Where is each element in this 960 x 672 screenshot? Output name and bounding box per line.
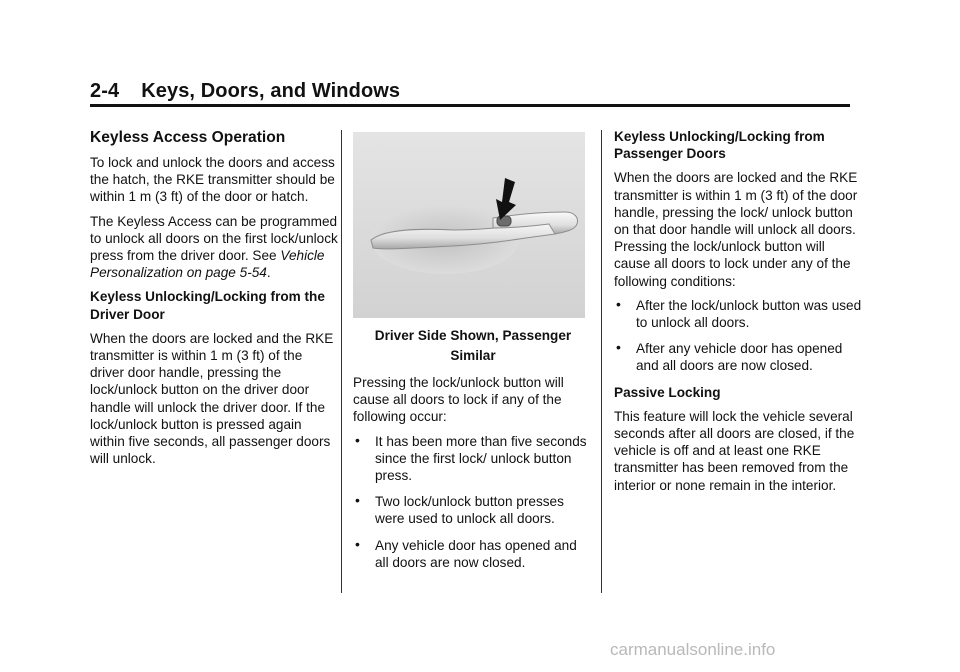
- paragraph-locking: Pressing the lock/unlock button will cause all doors to lock if any of the following occur:: [353, 375, 564, 425]
- bullet-icon: •: [355, 492, 360, 509]
- paragraph-passive-locking: This feature will lock the vehicle several seconds after all doors are closed, if the vehicle is off and at least one RKE transmitter has been removed from the interior or none remain in the interior.: [614, 408, 855, 493]
- section-heading: Keyless Access Operation: [90, 129, 286, 146]
- list-item-text: Any vehicle door has opened and all doors are now closed.: [375, 537, 577, 570]
- paragraph-programming: [90, 213, 340, 282]
- paragraph-end: .: [266, 265, 271, 281]
- section-number: 2-4: [90, 80, 120, 102]
- list-item-text: After the lock/unlock button was used to unlock all doors.: [636, 297, 862, 331]
- figure-caption: Driver Side Shown, Passenger Similar: [374, 328, 572, 363]
- column-divider-2: [601, 130, 602, 593]
- column-1: [90, 128, 340, 474]
- paragraph-intro: To lock and unlock the doors and access the hatch, the RKE transmitter should be within 1 m (3 ft) of the door or hatch.: [90, 155, 335, 205]
- header-rule: [90, 104, 850, 107]
- list-item-text: Two lock/unlock button presses were used to unlock all doors.: [375, 494, 564, 527]
- subheading-passive-locking: Passive Locking: [614, 384, 721, 400]
- paragraph-text: The Keyless Access can be programmed to unlock all doors on the first lock/unlock press from the driver door. See: [90, 213, 338, 264]
- bullet-icon: •: [616, 339, 621, 356]
- bullet-icon: •: [355, 535, 360, 552]
- bullet-icon: •: [355, 431, 360, 448]
- list-item-text: It has been more than five seconds since the first lock/ unlock button press.: [375, 433, 587, 484]
- column-2: [353, 128, 593, 580]
- list-item: [614, 340, 864, 374]
- list-item: [353, 537, 593, 571]
- cross-reference-link[interactable]: Vehicle Personalization on page 5-54: [90, 248, 325, 281]
- column-divider-1: [341, 130, 342, 593]
- subheading-driver-door: Keyless Unlocking/Locking from the Driver Door: [90, 289, 325, 322]
- column-3: [614, 128, 864, 501]
- paragraph-driver-door: When the doors are locked and the RKE transmitter is within 1 m (3 ft) of the driver door handle, pressing the lock/unlock button on the driver door handle will unlock the driver door. If the lock/unlock button is pressed again within five seconds, all passenger doors will unlock.: [90, 330, 334, 467]
- list-item: [353, 433, 593, 485]
- subheading-passenger-doors: Keyless Unlocking/Locking from Passenger Doors: [614, 129, 825, 162]
- page-header: [90, 80, 400, 103]
- watermark: carmanualsonline.info: [610, 640, 776, 659]
- chapter-title: Keys, Doors, and Windows: [141, 80, 401, 102]
- paragraph-passenger-doors: When the doors are locked and the RKE transmitter is within 1 m (3 ft) of the door handle, pressing the lock/ unlock button on that door handle will unlock all doors. Pressing the lock/unlock button will cause all doors to lock under any of the following conditions:: [614, 170, 858, 289]
- door-handle-illustration: [353, 132, 585, 318]
- list-item: [614, 297, 864, 331]
- list-item-text: After any vehicle door has opened and all doors are now closed.: [636, 341, 843, 374]
- bullet-icon: •: [616, 295, 621, 312]
- list-item: [353, 493, 593, 527]
